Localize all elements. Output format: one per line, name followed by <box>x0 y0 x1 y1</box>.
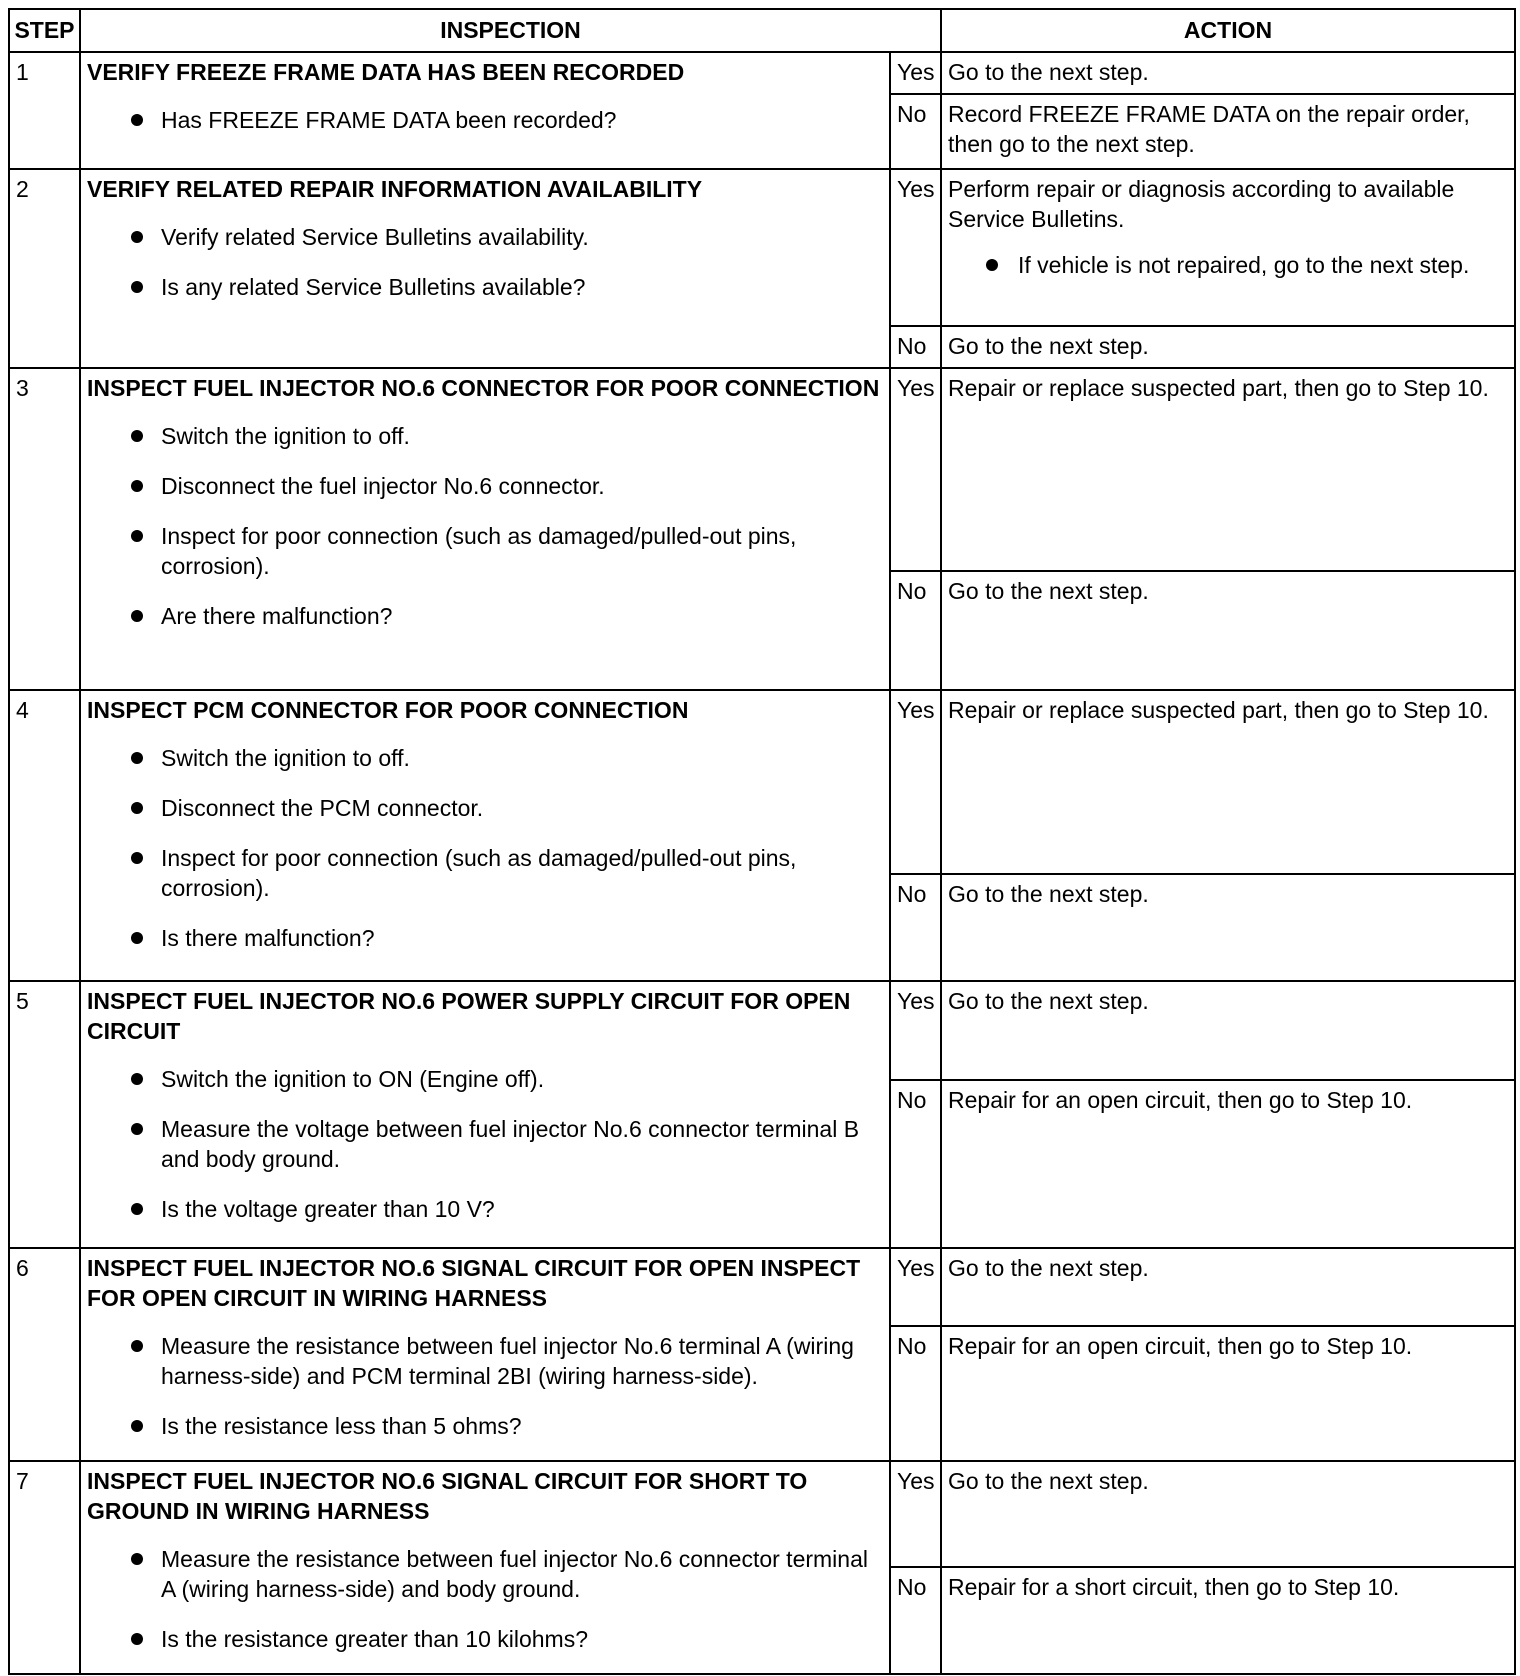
yes-action-text: Go to the next step. <box>948 988 1149 1015</box>
inspection-title: VERIFY RELATED REPAIR INFORMATION AVAILABILITY <box>87 175 703 202</box>
yes-action-text: Go to the next step. <box>948 1254 1149 1281</box>
inspection-title: INSPECT FUEL INJECTOR NO.6 CONNECTOR FOR POOR CONNECTION <box>87 375 880 402</box>
no-label: No <box>890 94 941 169</box>
step-column-header: STEP <box>9 9 80 52</box>
inspection-bullet-list <box>87 1331 883 1441</box>
yes-action <box>941 690 1515 874</box>
inspection-cell <box>80 1461 890 1674</box>
inspection-bullet: Disconnect the fuel injector No.6 connector. <box>131 471 883 501</box>
inspection-bullet: Disconnect the PCM connector. <box>131 793 883 823</box>
yes-action-subitem: If vehicle is not repaired, go to the next step. <box>986 250 1508 280</box>
inspection-bullet: Measure the resistance between fuel injector No.6 terminal A (wiring harness-side) and PCM terminal 2BI (wiring harness-side). <box>131 1331 883 1391</box>
yes-action-text: Repair or replace suspected part, then go to Step 10. <box>948 375 1489 402</box>
yes-action-text: Go to the next step. <box>948 1467 1149 1494</box>
no-label: No <box>890 1326 941 1461</box>
yes-action <box>941 1248 1515 1327</box>
inspection-bullet: Inspect for poor connection (such as damaged/pulled-out pins, corrosion). <box>131 521 883 581</box>
inspection-bullet: Is the resistance less than 5 ohms? <box>131 1411 883 1441</box>
inspection-bullet-list <box>87 1064 883 1224</box>
inspection-bullet: Are there malfunction? <box>131 601 883 631</box>
inspection-bullet: Switch the ignition to off. <box>131 743 883 773</box>
inspection-cell <box>80 52 890 169</box>
inspection-cell <box>80 981 890 1247</box>
no-label: No <box>890 1567 941 1674</box>
inspection-title: INSPECT FUEL INJECTOR NO.6 SIGNAL CIRCUIT FOR OPEN INSPECT FOR OPEN CIRCUIT IN WIRING HARNESS <box>87 1254 861 1311</box>
step-row-yes <box>9 1461 1515 1567</box>
no-action: Repair for a short circuit, then go to Step 10. <box>941 1567 1515 1674</box>
inspection-bullet: Is any related Service Bulletins available? <box>131 272 883 302</box>
step-row-yes <box>9 981 1515 1080</box>
no-action: Repair for an open circuit, then go to Step 10. <box>941 1080 1515 1247</box>
yes-label: Yes <box>890 1248 941 1327</box>
inspection-column-header: INSPECTION <box>80 9 941 52</box>
step-number: 3 <box>9 368 80 690</box>
yes-action <box>941 169 1515 326</box>
inspection-bullet: Measure the resistance between fuel injector No.6 connector terminal A (wiring harness-side) and body ground. <box>131 1544 883 1604</box>
yes-action-sublist <box>948 250 1508 280</box>
inspection-title: INSPECT FUEL INJECTOR NO.6 SIGNAL CIRCUIT FOR SHORT TO GROUND IN WIRING HARNESS <box>87 1467 808 1524</box>
step-row-yes <box>9 52 1515 95</box>
yes-action-text: Repair or replace suspected part, then go to Step 10. <box>948 697 1489 724</box>
inspection-bullet-list <box>87 1544 883 1654</box>
inspection-title: INSPECT FUEL INJECTOR NO.6 POWER SUPPLY CIRCUIT FOR OPEN CIRCUIT <box>87 988 851 1045</box>
yes-action-text: Go to the next step. <box>948 58 1149 85</box>
inspection-bullet: Is the resistance greater than 10 kilohms? <box>131 1624 883 1654</box>
no-action: Go to the next step. <box>941 326 1515 369</box>
yes-label: Yes <box>890 1461 941 1567</box>
inspection-bullet: Inspect for poor connection (such as damaged/pulled-out pins, corrosion). <box>131 843 883 903</box>
no-action: Repair for an open circuit, then go to Step 10. <box>941 1326 1515 1461</box>
no-label: No <box>890 1080 941 1247</box>
step-row-yes <box>9 1248 1515 1327</box>
step-row-yes <box>9 690 1515 874</box>
inspection-bullet: Switch the ignition to off. <box>131 421 883 451</box>
diagnostic-procedure-table <box>8 8 1516 1675</box>
no-action: Go to the next step. <box>941 571 1515 690</box>
step-number: 1 <box>9 52 80 169</box>
inspection-cell <box>80 368 890 690</box>
yes-label: Yes <box>890 368 941 571</box>
step-number: 2 <box>9 169 80 368</box>
yes-label: Yes <box>890 981 941 1080</box>
yes-action-text: Perform repair or diagnosis according to available Service Bulletins. <box>948 175 1455 232</box>
step-number: 6 <box>9 1248 80 1461</box>
inspection-title: VERIFY FREEZE FRAME DATA HAS BEEN RECORDED <box>87 58 685 85</box>
inspection-bullet: Has FREEZE FRAME DATA been recorded? <box>131 105 883 135</box>
inspection-bullet: Verify related Service Bulletins availability. <box>131 222 883 252</box>
yes-label: Yes <box>890 52 941 95</box>
no-label: No <box>890 571 941 690</box>
header-row <box>9 9 1515 52</box>
yes-action <box>941 981 1515 1080</box>
inspection-cell <box>80 1248 890 1461</box>
no-action: Go to the next step. <box>941 874 1515 981</box>
step-row-yes <box>9 169 1515 326</box>
step-row-yes <box>9 368 1515 571</box>
no-label: No <box>890 326 941 369</box>
inspection-bullet: Is the voltage greater than 10 V? <box>131 1194 883 1224</box>
action-column-header: ACTION <box>941 9 1515 52</box>
inspection-cell <box>80 169 890 368</box>
yes-label: Yes <box>890 169 941 326</box>
inspection-cell <box>80 690 890 981</box>
inspection-bullet: Is there malfunction? <box>131 923 883 953</box>
inspection-bullet-list <box>87 421 883 631</box>
inspection-bullet-list <box>87 105 883 135</box>
step-number: 5 <box>9 981 80 1247</box>
inspection-bullet: Measure the voltage between fuel injector No.6 connector terminal B and body ground. <box>131 1114 883 1174</box>
inspection-bullet-list <box>87 743 883 953</box>
step-number: 4 <box>9 690 80 981</box>
yes-action <box>941 368 1515 571</box>
inspection-title: INSPECT PCM CONNECTOR FOR POOR CONNECTION <box>87 697 689 724</box>
inspection-bullet: Switch the ignition to ON (Engine off). <box>131 1064 883 1094</box>
no-label: No <box>890 874 941 981</box>
no-action: Record FREEZE FRAME DATA on the repair order, then go to the next step. <box>941 94 1515 169</box>
step-number: 7 <box>9 1461 80 1674</box>
yes-action <box>941 52 1515 95</box>
inspection-bullet-list <box>87 222 883 302</box>
yes-action <box>941 1461 1515 1567</box>
yes-label: Yes <box>890 690 941 874</box>
